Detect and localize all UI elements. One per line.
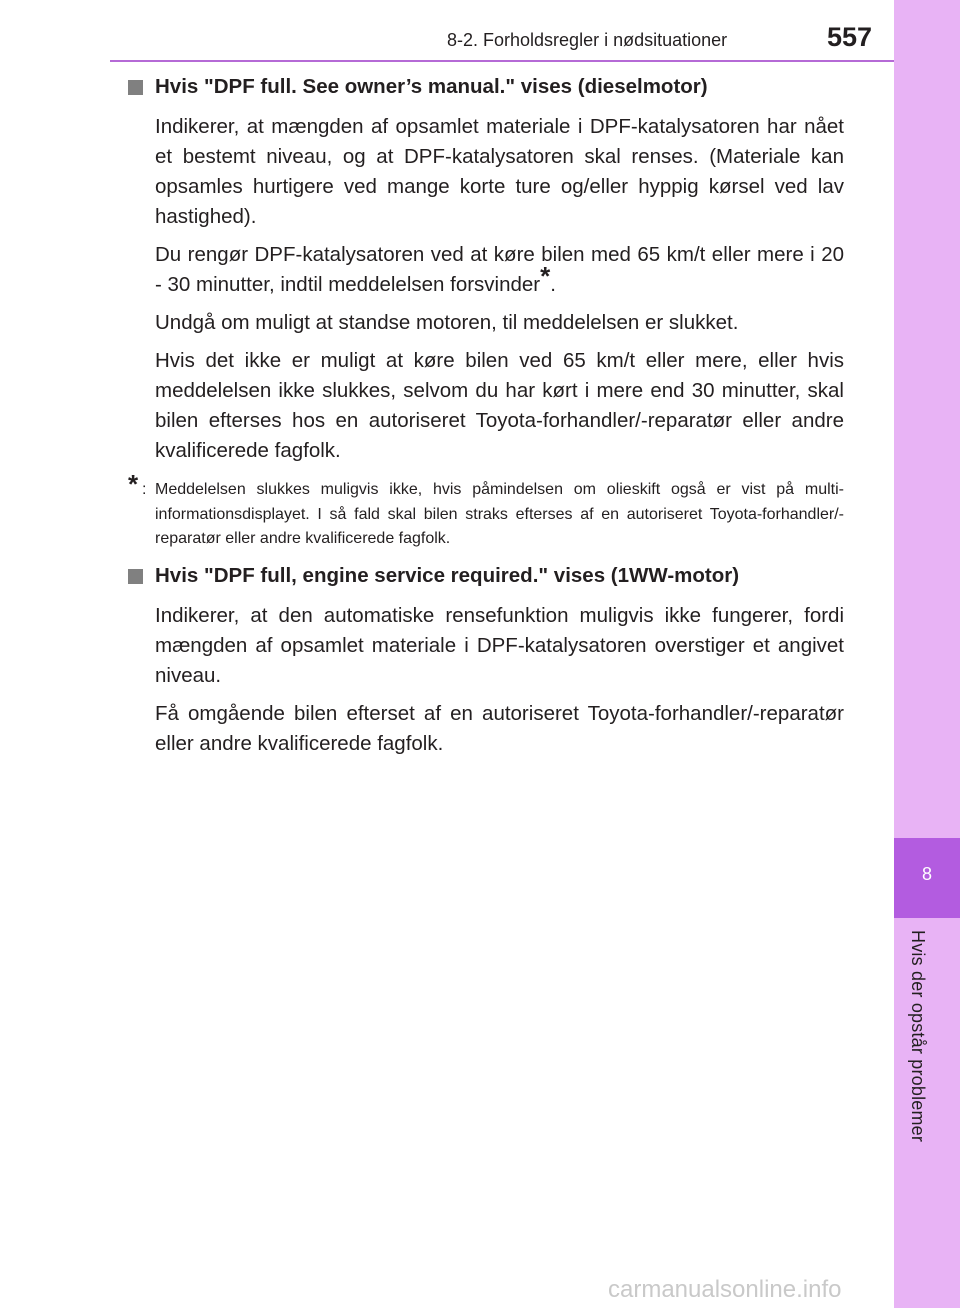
paragraph: Undgå om muligt at standse motoren, til meddelelsen er slukket. — [155, 311, 739, 334]
paragraph — [128, 240, 844, 300]
footnote-text: Meddelelsen slukkes muligvis ikke, hvis påmindelsen om olieskift også er vist på multi-informationsdisplayet. I så fald skal bilen straks efterses af en autoriseret Toyota-forhandler/-reparatør eller andre kvalificerede fagfolk. — [155, 481, 844, 547]
chapter-title: Hvis der opstår problemer — [908, 930, 928, 1143]
section-heading-text: Hvis "DPF full, engine service required." vises (1WW-motor) — [155, 563, 740, 587]
paragraph: Få omgående bilen efterset af en autoriseret Toyota-forhandler/-reparatør eller andre kvalificerede fagfolk. — [155, 701, 844, 755]
watermark: carmanualsonline.info — [608, 1276, 842, 1303]
paragraph: Indikerer, at mængden af opsamlet materiale i DPF-katalysatoren har nået et bestemt niveau, og at DPF-katalysatoren skal renses. (Materiale kan opsamles hurtigere ved mange korte ture og/eller hyppig kørsel ved lav hastighed). — [155, 115, 844, 228]
paragraph-text: Du rengør DPF-katalysatoren ved at køre bilen med 65 km/t eller mere i 20 - 30 minutter, indtil meddelelsen forsvinder — [155, 243, 844, 296]
page-number: 557 — [827, 22, 873, 52]
footnote-marker: * — [128, 469, 139, 499]
section-label: 8-2. Forholdsregler i nødsituationer — [447, 30, 728, 50]
footnote-reference: * — [540, 261, 551, 291]
chapter-number: 8 — [921, 864, 932, 884]
header-divider — [110, 60, 894, 62]
section-heading — [128, 72, 844, 102]
paragraph: Indikerer, at den automatiske rensefunktion muligvis ikke fungerer, fordi mængden af opsamlet materiale i DPF-katalysatoren overstiger et angivet niveau. — [155, 603, 844, 687]
square-bullet-icon — [128, 569, 143, 584]
square-bullet-icon — [128, 80, 143, 95]
footnote — [128, 469, 844, 552]
section-heading — [128, 561, 844, 591]
section-heading-text: Hvis "DPF full. See owner’s manual." vises (dieselmotor) — [155, 75, 708, 98]
footnote-colon: : — [142, 481, 147, 498]
paragraph: Hvis det ikke er muligt at køre bilen ved 65 km/t eller mere, eller hvis meddelelsen ikke slukkes, selvom du har kørt i mere end 30 minutter, skal bilen efterses hos en autoriseret Toyota-forhandler/-reparatør eller andre kvalificerede fagfolk. — [155, 349, 844, 462]
paragraph-punctuation: . — [550, 273, 556, 296]
page-content — [128, 72, 844, 759]
